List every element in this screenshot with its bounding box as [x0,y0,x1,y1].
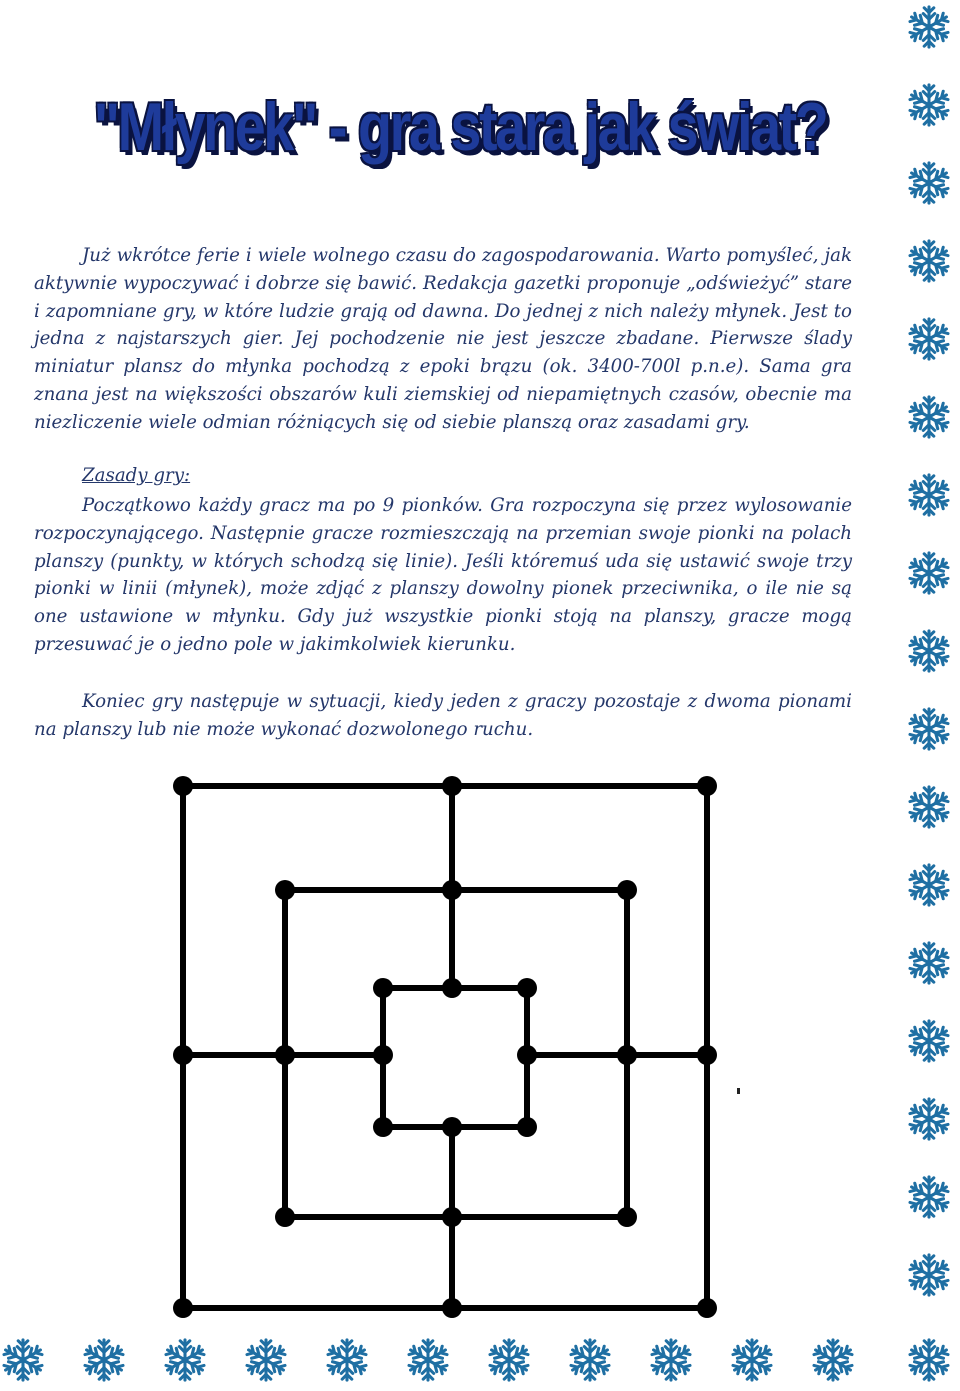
board-point [173,1298,193,1318]
snowflake-icon [906,1250,952,1300]
board-point [442,776,462,796]
board-point [373,1117,393,1137]
snowflake-icon [810,1335,856,1385]
ending-paragraph: Koniec gry następuje w sytuacji, kiedy jeden z graczy pozostaje z dwoma pionami na planszy lub nie może wykonać dozwolonego ruchu. [34,691,852,740]
snowflake-icon [906,626,952,676]
snowflake-icon [906,80,952,130]
snowflake-icon [906,236,952,286]
snowflake-icon [486,1335,532,1385]
page-title: "Młynek" - gra stara jak świat? [93,89,827,165]
board-point [517,1045,537,1065]
board-point [517,1117,537,1137]
board-point [442,880,462,900]
snowflake-icon [324,1335,370,1385]
snowflake-icon [906,938,952,988]
snowflake-icon [906,860,952,910]
board-point [697,1045,717,1065]
board-point [173,1045,193,1065]
board-point [442,1117,462,1137]
snowflake-icon [906,2,952,52]
board-inner-square [383,988,527,1127]
board-point [275,1207,295,1227]
board-point [617,1207,637,1227]
snowflake-icon [906,782,952,832]
snowflake-icon [906,1094,952,1144]
snowflake-icon [906,548,952,598]
stray-mark [737,1088,740,1094]
snowflake-icon [906,1016,952,1066]
board-point [275,880,295,900]
snowflake-icon [0,1335,46,1385]
board-point [442,1298,462,1318]
snowflake-icon [567,1335,613,1385]
intro-paragraph: Już wkrótce ferie i wiele wolnego czasu do zagospodarowania. Warto pomyśleć, jak aktywnie wypoczywać i dobrze się bawić. Redakcja gazetki proponuje „odświeżyć” stare i zapomniane gry, w które ludzie grają od dawna. Do jednej z nich należy młynek. Jest to jedna z najstarszych gier. Jej pochodzenie nie jest jeszcze zbadane. Pierwsze ślady miniatur plansz do młynka pochodzą z epoki brązu (ok. 3400-700l p.n.e). Sama gra znana jest na większości obszarów kuli ziemskiej od niepamiętnych czasów, obecnie ma niezliczenie wiele odmian różniących się od siebie planszą oraz zasadami gry. [34,245,852,433]
snowflake-icon [906,158,952,208]
board-point [517,978,537,998]
snowflake-icon [648,1335,694,1385]
board-point [617,880,637,900]
board-point [697,776,717,796]
snowflake-icon [906,704,952,754]
rules-paragraph: Początkowo każdy gracz ma po 9 pionków. Gra rozpoczyna się przez wylosowanie rozpoczynającego. Następnie gracze rozmieszczają na przemian swoje pionki na polach planszy (punkty, w których schodzą się linie). Jeśli któremuś uda się ustawić swoje trzy pionki w linii (młynek), może zdjąć z planszy dowolny pionek przeciwnika, o ile nie są one ustawione w młynku. Gdy już wszystkie pionki stoją na planszy, gracze mogą przesuwać je o jedno pole w jakimkolwiek kierunku. [34,495,852,655]
snowflake-icon [729,1335,775,1385]
snowflake-icon [162,1335,208,1385]
board-point [173,776,193,796]
snowflake-icon [405,1335,451,1385]
snowflake-icon [243,1335,289,1385]
snowflake-icon [906,1172,952,1222]
board-point [697,1298,717,1318]
board-point [373,978,393,998]
snowflake-icon [906,314,952,364]
board-point [275,1045,295,1065]
board-point [442,1207,462,1227]
board-point [617,1045,637,1065]
snowflake-icon [81,1335,127,1385]
snowflake-icon [906,470,952,520]
snowflake-icon [906,392,952,442]
snowflake-icon [906,1335,952,1385]
board-point [442,978,462,998]
board-point [373,1045,393,1065]
rules-heading: Zasady gry: [82,465,191,486]
